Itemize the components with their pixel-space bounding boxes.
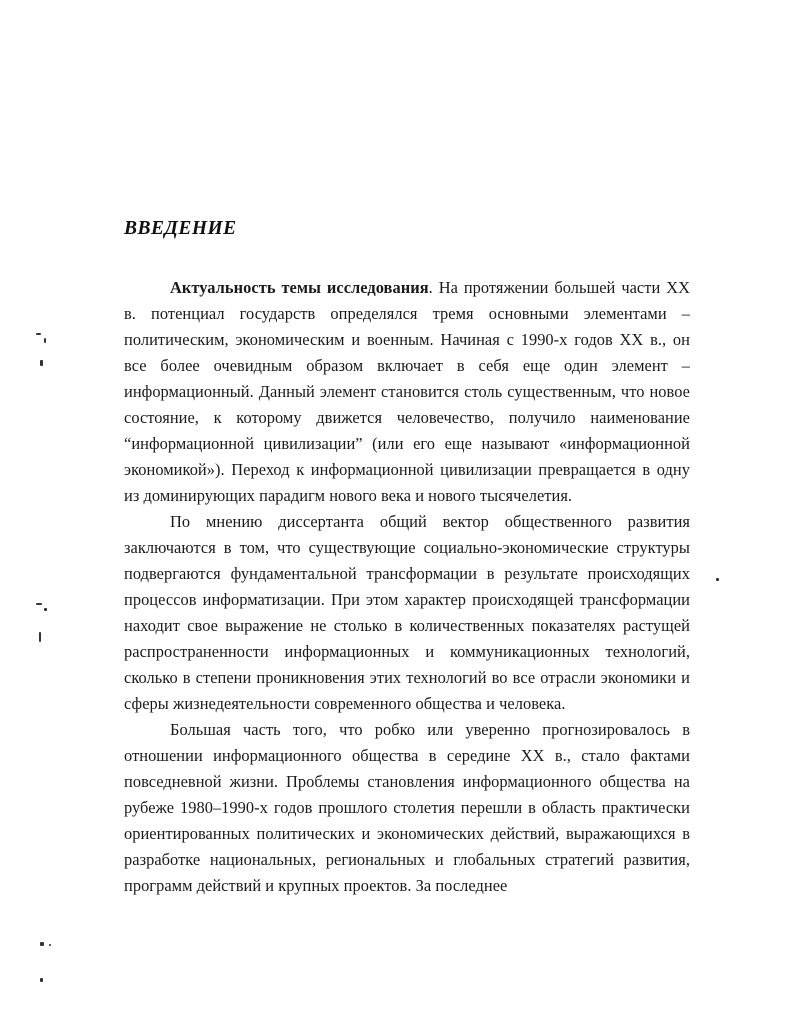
scan-speck (36, 603, 42, 605)
paragraph-relevance (124, 275, 690, 509)
scan-speck (40, 360, 43, 366)
scan-speck (40, 978, 43, 982)
paragraph-vector (124, 509, 690, 717)
scan-speck (49, 944, 51, 946)
paragraph-lead: Актуальность темы исследования (170, 278, 429, 297)
scan-speck (716, 578, 719, 581)
scan-speck (39, 632, 41, 642)
paragraph-forecast (124, 717, 690, 899)
paragraph-text: Большая часть того, что робко или уверенно прогнозировалось в отношении информационного общества в середине XX в., стало фактами повседневной жизни. Проблемы становления информационного общества на рубеже 1980–1990-х годов прошлого столетия перешли в область практически ориентированных политических и экономических действий, выражающихся в разработке национальных, региональных и глобальных стратегий развития, программ действий и крупных проектов. За последнее (124, 720, 690, 895)
section-heading: ВВЕДЕНИЕ (124, 218, 237, 239)
scan-speck (44, 338, 46, 343)
scan-speck (40, 942, 44, 946)
body-text (124, 275, 690, 899)
scan-speck (44, 608, 47, 611)
paragraph-text: . На протяжении большей части XX в. потенциал государств определялся тремя основными элементами – политическим, экономическим и военным. Начиная с 1990-х годов XX в., он все более очевидным образом включает в себя еще один элемент – информационный. Данный элемент становится столь существенным, что новое состояние, к которому движется человечество, получило наименование “информационной цивилизации” (или его еще называют «информационной экономикой»). Переход к информационной цивилизации превращается в одну из доминирующих парадигм нового века и нового тысячелетия. (124, 278, 690, 505)
scan-speck (36, 333, 41, 335)
paragraph-text: По мнению диссертанта общий вектор общественного развития заключаются в том, что существующие социально-экономические структуры подвергаются фундаментальной трансформации в результате происходящих процессов информатизации. При этом характер происходящей трансформации находит свое выражение не столько в количественных показателях растущей распространенности информационных и коммуникационных технологий, сколько в степени проникновения этих технологий во все отрасли экономики и сферы жизнедеятельности современного общества и человека. (124, 512, 690, 713)
